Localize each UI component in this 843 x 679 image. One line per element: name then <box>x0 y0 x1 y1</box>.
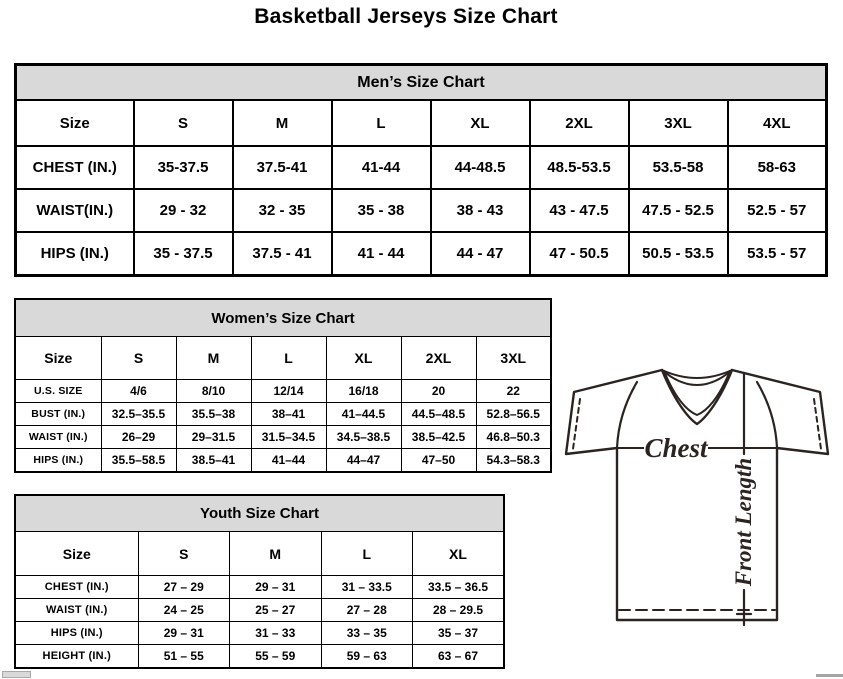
size-value: 44–47 <box>326 449 401 473</box>
row-label: WAIST(IN.) <box>16 189 134 232</box>
chest-label: Chest <box>644 433 708 463</box>
size-value: 32 - 35 <box>233 189 332 232</box>
size-value: 38.5–41 <box>176 449 251 473</box>
size-value: 16/18 <box>326 380 401 403</box>
size-value: 38–41 <box>251 403 326 426</box>
row-label: BUST (IN.) <box>15 403 101 426</box>
size-value: 38 - 43 <box>431 189 530 232</box>
column-header: XL <box>326 337 401 380</box>
mens-size-table <box>14 63 828 277</box>
size-value: 46.8–50.3 <box>476 426 551 449</box>
size-value: 31.5–34.5 <box>251 426 326 449</box>
size-value: 63 – 67 <box>413 645 505 669</box>
size-value: 53.5 - 57 <box>728 232 827 276</box>
table-row <box>15 599 504 622</box>
size-value: 44 - 47 <box>431 232 530 276</box>
size-value: 38.5–42.5 <box>401 426 476 449</box>
size-value: 35 - 38 <box>332 189 431 232</box>
ui-fragment-bottom-left <box>2 671 31 678</box>
size-value: 25 – 27 <box>230 599 322 622</box>
table-header-row <box>15 532 504 576</box>
size-value: 35 – 37 <box>413 622 505 645</box>
table-title: Women’s Size Chart <box>15 299 551 337</box>
size-value: 4/6 <box>101 380 176 403</box>
table-title-row <box>15 299 551 337</box>
column-header: 3XL <box>476 337 551 380</box>
size-value: 41–44 <box>251 449 326 473</box>
table-title-row <box>16 65 827 101</box>
size-value: 33 – 35 <box>321 622 413 645</box>
size-value: 37.5 - 41 <box>233 232 332 276</box>
size-value: 34.5–38.5 <box>326 426 401 449</box>
size-value: 41–44.5 <box>326 403 401 426</box>
size-value: 37.5-41 <box>233 146 332 189</box>
right-sleeve-outline <box>732 370 828 454</box>
column-header: M <box>233 100 332 146</box>
size-value: 31 – 33.5 <box>321 576 413 599</box>
column-header: S <box>101 337 176 380</box>
table-row <box>16 189 827 232</box>
size-value: 29 – 31 <box>138 622 230 645</box>
column-header: M <box>230 532 322 576</box>
size-value: 59 – 63 <box>321 645 413 669</box>
size-value: 52.5 - 57 <box>728 189 827 232</box>
size-value: 31 – 33 <box>230 622 322 645</box>
column-header: 2XL <box>530 100 629 146</box>
table-title: Youth Size Chart <box>15 495 504 532</box>
size-value: 22 <box>476 380 551 403</box>
size-value: 53.5-58 <box>629 146 728 189</box>
size-value: 32.5–35.5 <box>101 403 176 426</box>
column-header: M <box>176 337 251 380</box>
row-label: HEIGHT (IN.) <box>15 645 138 669</box>
table-header-row <box>16 100 827 146</box>
size-value: 55 – 59 <box>230 645 322 669</box>
size-value: 33.5 – 36.5 <box>413 576 505 599</box>
table-row <box>15 449 551 473</box>
row-label: HIPS (IN.) <box>15 622 138 645</box>
row-label: CHEST (IN.) <box>16 146 134 189</box>
size-value: 47.5 - 52.5 <box>629 189 728 232</box>
column-header: S <box>138 532 230 576</box>
right-cuff-dashed-line <box>814 399 821 449</box>
size-value: 35.5–58.5 <box>101 449 176 473</box>
column-header: L <box>321 532 413 576</box>
size-value: 44-48.5 <box>431 146 530 189</box>
size-value: 8/10 <box>176 380 251 403</box>
column-header: L <box>332 100 431 146</box>
column-header: XL <box>413 532 505 576</box>
size-value: 35-37.5 <box>134 146 233 189</box>
column-header: S <box>134 100 233 146</box>
column-header: 3XL <box>629 100 728 146</box>
jersey-measurement-diagram <box>558 362 840 632</box>
row-label: HIPS (IN.) <box>16 232 134 276</box>
column-header: L <box>251 337 326 380</box>
table-row <box>15 426 551 449</box>
table-row <box>15 576 504 599</box>
size-value: 41-44 <box>332 146 431 189</box>
youth-size-table <box>14 494 505 669</box>
size-value: 47 - 50.5 <box>530 232 629 276</box>
table-row <box>16 232 827 276</box>
column-header: Size <box>16 100 134 146</box>
row-label: U.S. SIZE <box>15 380 101 403</box>
column-header: 4XL <box>728 100 827 146</box>
size-value: 44.5–48.5 <box>401 403 476 426</box>
row-label: WAIST (IN.) <box>15 599 138 622</box>
row-label: HIPS (IN.) <box>15 449 101 473</box>
column-header: XL <box>431 100 530 146</box>
size-value: 35.5–38 <box>176 403 251 426</box>
size-value: 41 - 44 <box>332 232 431 276</box>
size-value: 54.3–58.3 <box>476 449 551 473</box>
row-label: CHEST (IN.) <box>15 576 138 599</box>
ui-fragment-bottom-right <box>816 674 843 677</box>
size-value: 29 - 32 <box>134 189 233 232</box>
size-value: 27 – 29 <box>138 576 230 599</box>
size-value: 24 – 25 <box>138 599 230 622</box>
table-row <box>15 622 504 645</box>
left-cuff-dashed-line <box>573 399 580 449</box>
size-value: 29–31.5 <box>176 426 251 449</box>
womens-size-table <box>14 298 552 473</box>
size-value: 50.5 - 53.5 <box>629 232 728 276</box>
column-header: 2XL <box>401 337 476 380</box>
table-row <box>16 146 827 189</box>
size-value: 29 – 31 <box>230 576 322 599</box>
size-value: 47–50 <box>401 449 476 473</box>
table-title-row <box>15 495 504 532</box>
column-header: Size <box>15 337 101 380</box>
size-value: 51 – 55 <box>138 645 230 669</box>
right-armhole-seam <box>757 382 777 448</box>
table-row <box>15 645 504 669</box>
row-label: WAIST (IN.) <box>15 426 101 449</box>
column-header: Size <box>15 532 138 576</box>
size-value: 20 <box>401 380 476 403</box>
size-value: 43 - 47.5 <box>530 189 629 232</box>
size-value: 52.8–56.5 <box>476 403 551 426</box>
left-armhole-seam <box>617 382 637 448</box>
table-header-row <box>15 337 551 380</box>
table-title: Men’s Size Chart <box>16 65 827 101</box>
table-row <box>15 403 551 426</box>
size-value: 48.5-53.5 <box>530 146 629 189</box>
size-value: 35 - 37.5 <box>134 232 233 276</box>
size-value: 28 – 29.5 <box>413 599 505 622</box>
table-row <box>15 380 551 403</box>
front-length-label: Front Length <box>731 457 756 587</box>
size-value: 58-63 <box>728 146 827 189</box>
size-value: 26–29 <box>101 426 176 449</box>
size-value: 12/14 <box>251 380 326 403</box>
page-title: Basketball Jerseys Size Chart <box>254 5 558 28</box>
size-value: 27 – 28 <box>321 599 413 622</box>
